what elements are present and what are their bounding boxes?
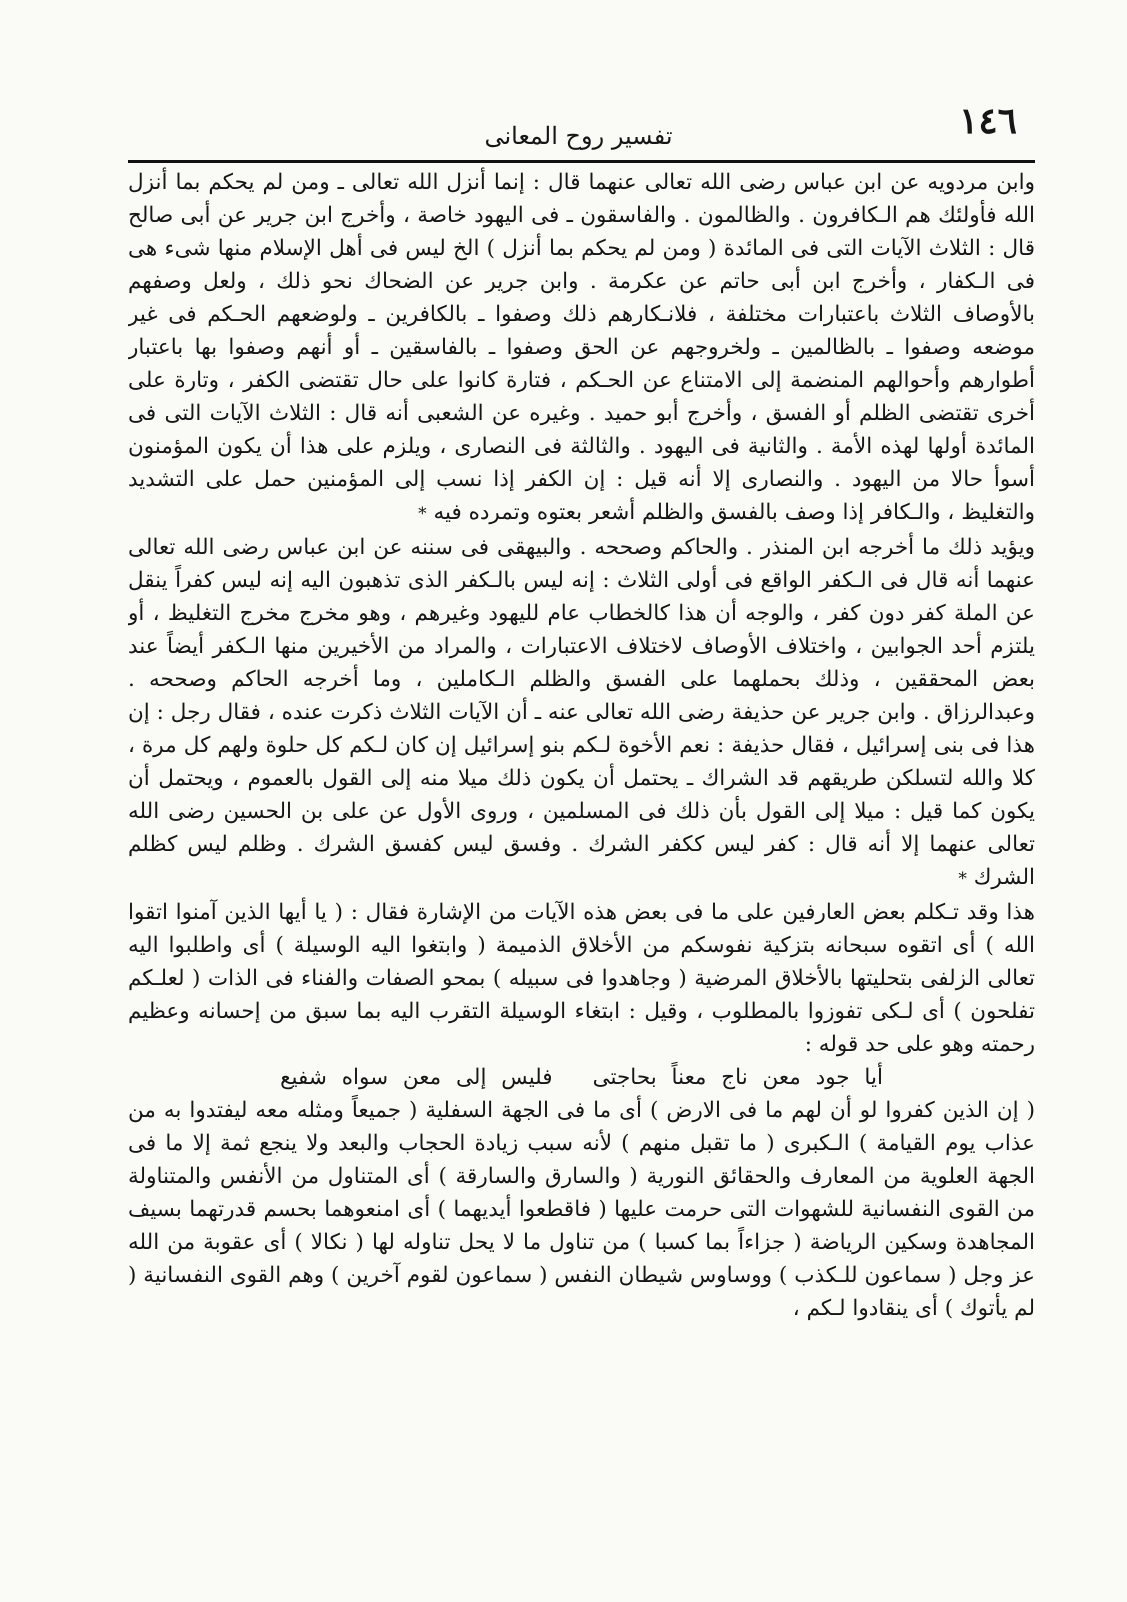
page-body	[128, 166, 1035, 1492]
paragraph-text: وابن مردويه عن ابن عباس رضى الله تعالى عنهما قال : إنما أنزل الله تعالى ـ ومن لم يحكم بما أنزل الله فأولئك هم الـكافرون . والظالمون . والفاسقون ـ فى اليهود خاصة ، وأخرج ابن جرير عن أبى صالح قال : الثلاث الآيات التى فى المائدة ( ومن لم يحكم بما أنزل ) الخ ليس فى أهل الإسلام منها شىء هى فى الـكفار ، وأخرج ابن أبى حاتم عن عكرمة . وابن جرير عن الضحاك نحو ذلك ، ولعل وصفهم بالأوصاف الثلاث باعتبارات مختلفة ، فلانـكارهم ذلك وصفوا ـ بالكافرين ـ ولوضعهم الحـكم فى غير موضعه وصفوا ـ بالظالمين ـ ولخروجهم عن الحق وصفوا ـ بالفاسقين ـ أو أنهم وصفوا بها باعتبار أطوارهم وأحوالهم المنضمة إلى الامتناع عن الحـكم ، فتارة كانوا على حال تقتضى الكفر ، وتارة على أخرى تقتضى الظلم أو الفسق ، وأخرج أبو حميد . وغيره عن الشعبى أنه قال : الثلاث الآيات التى فى المائدة أولها لهذه الأمة . والثانية فى اليهود . والثالثة فى النصارى ، ويلزم على هذا أن يكون المؤمنون أسوأ حالا من اليهود . والنصارى إلا أنه قيل : إن الكفر إذا نسب إلى المؤمنين حمل على التشديد والتغليظ ، والـكافر إذا وصف بالفسق والظلم أشعر بعتوه وتمرده فيه	[128, 170, 1035, 525]
page-header	[130, 100, 1027, 160]
paragraph-1	[128, 166, 1035, 531]
running-title: تفسير روح المعانى	[484, 122, 673, 150]
page-number: ١٤٦	[958, 100, 1017, 142]
paragraph-text: هذا وقد تـكلم بعض العارفين على ما فى بعض هذه الآيات من الإشارة فقال : ( يا أيها الذين آمنوا اتقوا الله ) أى اتقوه سبحانه بتزكية نفوسكم من الأخلاق الذميمة ( وابتغوا اليه الوسيلة ) أى واطلبوا اليه تعالى الزلفى بتحليتها بالأخلاق المرضية ( وجاهدوا فى سبيله ) بمحو الصفات والفناء فى الذات ( لعلـكم تفلحون ) أى لـكى تفوزوا بالمطلوب ، وقيل : ابتغاء الوسيلة التقرب اليه بما سبق من إحسانه وعظيم رحمته وهو على حد قوله :	[128, 900, 1035, 1057]
paragraph-text: ويؤيد ذلك ما أخرجه ابن المنذر . والحاكم وصححه . والبيهقى فى سننه عن ابن عباس رضى الله تعالى عنهما أنه قال فى الـكفر الواقع فى أولى الثلاث : إنه ليس بالـكفر الذى تذهبون اليه إنه ليس كفراً ينقل عن الملة كفر دون كفر ، والوجه أن هذا كالخطاب عام لليهود وغيرهم ، وهو مخرج مخرج التغليظ ، أو يلتزم أحد الجوابين ، واختلاف الأوصاف لاختلاف الاعتبارات ، والمراد من الأخيرين منها الـكفر أيضاً عند بعض المحققين ، وذلك بحملهما على الفسق والظلم الـكاملين ، وما أخرجه الحاكم وصححه . وعبدالرزاق . وابن جرير عن حذيفة رضى الله تعالى عنه ـ أن الآيات الثلاث ذكرت عنده ، فقال رجل : إن هذا فى بنى إسرائيل ، فقال حذيفة : نعم الأخوة لـكم بنو إسرائيل إن كان لـكم كل حلوة ولهم كل مرة ، كلا والله لتسلكن طريقهم قد الشراك ـ يحتمل أن يكون ذلك ميلا منه إلى القول بالعموم ، ويحتمل أن يكون كما قيل : ميلا إلى القول بأن ذلك فى المسلمين ، وروى الأول عن على بن الحسين رضى الله تعالى عنهما إلا أنه قال : كفر ليس ككفر الشرك . وفسق ليس كفسق الشرك . وظلم ليس كظلم الشرك	[128, 535, 1035, 890]
header-rule	[128, 160, 1035, 163]
paragraph-end-mark: *	[958, 869, 967, 889]
verse-first-hemistich: أيا جود معن ناج معناً بحاجتى	[592, 1065, 883, 1090]
poetry-verse	[128, 1061, 1035, 1094]
paragraph-2	[128, 531, 1035, 896]
paragraph-3	[128, 896, 1035, 1061]
verse-second-hemistich: فليس إلى معن سواه شفيع	[280, 1065, 553, 1090]
paragraph-4	[128, 1094, 1035, 1325]
paragraph-text: ( إن الذين كفروا لو أن لهم ما فى الارض ) أى ما فى الجهة السفلية ( جميعاً ومثله معه ليفتدوا به من عذاب يوم القيامة ) الـكبرى ( ما تقبل منهم ) لأنه سبب زيادة الحجاب والبعد ولا ينجع ثمة إلا ما فى الجهة العلوية من المعارف والحقائق النورية ( والسارق والسارقة ) أى المتناول من الأنفس والمتناولة من القوى النفسانية للشهوات التى حرمت عليها ( فاقطعوا أيديهما ) أى امنعوهما بحسم قدرتهما بسيف المجاهدة وسكين الرياضة ( جزاءاً بما كسبا ) من تناول ما لا يحل تناوله لها ( نكالا ) أى عقوبة من الله عز وجل ( سماعون للـكذب ) ووساوس شيطان النفس ( سماعون لقوم آخرين ) وهم القوى النفسانية ( لم يأتوك ) أى ينقادوا لـكم ،	[128, 1098, 1035, 1321]
paragraph-end-mark: *	[418, 504, 427, 524]
